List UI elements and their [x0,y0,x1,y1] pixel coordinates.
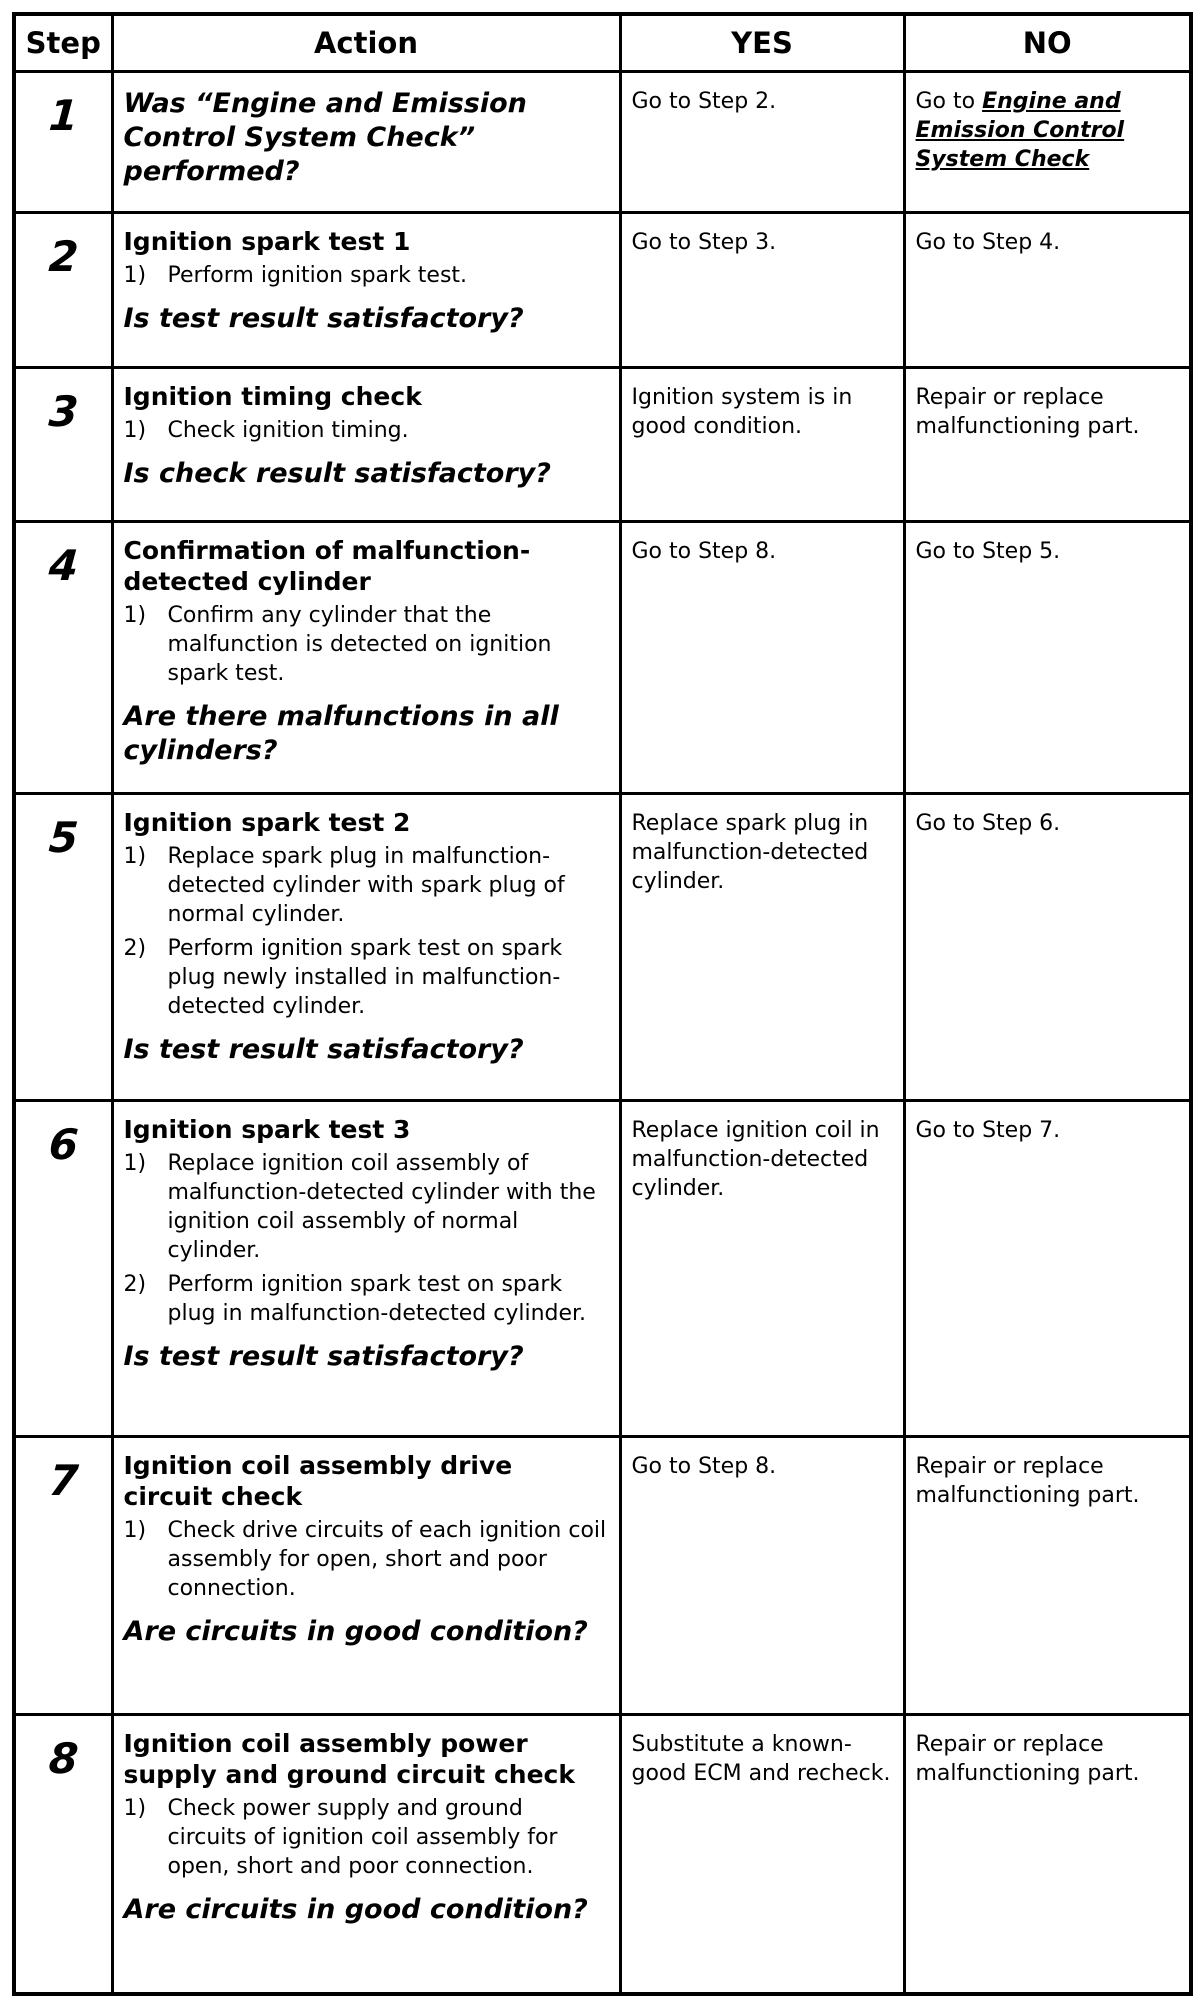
engine-emission-check-link[interactable]: Engine and Emission Control System Check [915,89,1125,172]
no-cell: Repair or replace malfunctioning part. [904,1715,1191,1994]
header-yes: YES [620,14,904,72]
table-row [14,72,1191,213]
step-title: Ignition spark test 3 [123,1115,411,1144]
instruction-item: 1) Replace spark plug in malfunction-detected cylinder with spark plug of normal cylinder. [123,844,565,927]
table-row [14,522,1191,794]
step-number: 4 [14,522,112,794]
instruction-item: 1) Check power supply and ground circuits of ignition coil assembly for open, short and poor connection. [123,1796,558,1879]
step-instructions [124,1794,609,1881]
table-row [14,1437,1191,1715]
table-row [14,794,1191,1101]
step-number: 7 [14,1437,112,1715]
step-title: Ignition spark test 1 [123,227,411,256]
no-cell: Go to Step 4. [904,213,1191,368]
action-cell [112,368,620,522]
header-no: NO [904,14,1191,72]
step-question: Is test result satisfactory? [123,303,524,334]
instruction-item: 2) Perform ignition spark test on spark plug in malfunction-detected cylinder. [123,1272,587,1326]
header-action: Action [112,14,620,72]
action-cell [112,794,620,1101]
instruction-item: 1) Check ignition timing. [123,418,409,443]
yes-cell: Ignition system is in good condition. [620,368,904,522]
step-title: Ignition spark test 2 [123,808,411,837]
instruction-item: 2) Perform ignition spark test on spark plug newly installed in malfunction-detected cylinder. [123,936,563,1019]
table-row [14,213,1191,368]
no-cell: Repair or replace malfunctioning part. [904,368,1191,522]
table-row [14,1715,1191,1994]
step-question: Are circuits in good condition? [123,1894,588,1925]
step-question: Is test result satisfactory? [123,1034,524,1065]
step-instructions [124,261,609,290]
action-cell [112,1101,620,1437]
step-instructions [124,601,609,688]
no-cell: Go to Step 6. [904,794,1191,1101]
step-number: 3 [14,368,112,522]
yes-cell: Replace ignition coil in malfunction-detected cylinder. [620,1101,904,1437]
no-cell: Go to Step 5. [904,522,1191,794]
step-question: Was “Engine and Emission Control System Check” performed? [123,88,527,187]
step-instructions [124,842,609,1021]
instruction-item: 1) Replace ignition coil assembly of malfunction-detected cylinder with the ignition coil assembly of normal cylinder. [123,1151,596,1263]
step-number: 6 [14,1101,112,1437]
action-cell [112,72,620,213]
step-number: 2 [14,213,112,368]
step-number: 8 [14,1715,112,1994]
step-number: 5 [14,794,112,1101]
yes-cell: Go to Step 8. [620,1437,904,1715]
no-cell [904,72,1191,213]
step-title: Confirmation of malfunction-detected cylinder [123,536,531,596]
step-title: Ignition timing check [123,382,422,411]
instruction-item: 1) Perform ignition spark test. [123,263,468,288]
diagnostic-table [12,12,1193,1996]
instruction-item: 1) Check drive circuits of each ignition coil assembly for open, short and poor connection. [123,1518,607,1601]
step-title: Ignition coil assembly drive circuit check [123,1451,513,1511]
table-row [14,368,1191,522]
action-cell [112,213,620,368]
no-cell: Go to Step 7. [904,1101,1191,1437]
header-step: Step [14,14,112,72]
step-instructions [124,1149,609,1328]
action-cell [112,522,620,794]
yes-cell: Replace spark plug in malfunction-detected cylinder. [620,794,904,1101]
step-question: Is test result satisfactory? [123,1341,524,1372]
step-question: Are there malfunctions in all cylinders? [123,701,559,766]
yes-cell: Go to Step 3. [620,213,904,368]
yes-cell: Go to Step 8. [620,522,904,794]
instruction-item: 1) Confirm any cylinder that the malfunction is detected on ignition spark test. [123,603,552,686]
action-cell [112,1715,620,1994]
step-instructions [124,416,609,445]
no-prefix: Go to [915,89,983,114]
header-row [14,14,1191,72]
step-question: Is check result satisfactory? [123,458,551,489]
yes-cell: Go to Step 2. [620,72,904,213]
step-number: 1 [14,72,112,213]
step-question: Are circuits in good condition? [123,1616,588,1647]
step-title: Ignition coil assembly power supply and ground circuit check [123,1729,575,1789]
no-cell: Repair or replace malfunctioning part. [904,1437,1191,1715]
step-instructions [124,1516,609,1603]
table-row [14,1101,1191,1437]
yes-cell: Substitute a known-good ECM and recheck. [620,1715,904,1994]
action-cell [112,1437,620,1715]
